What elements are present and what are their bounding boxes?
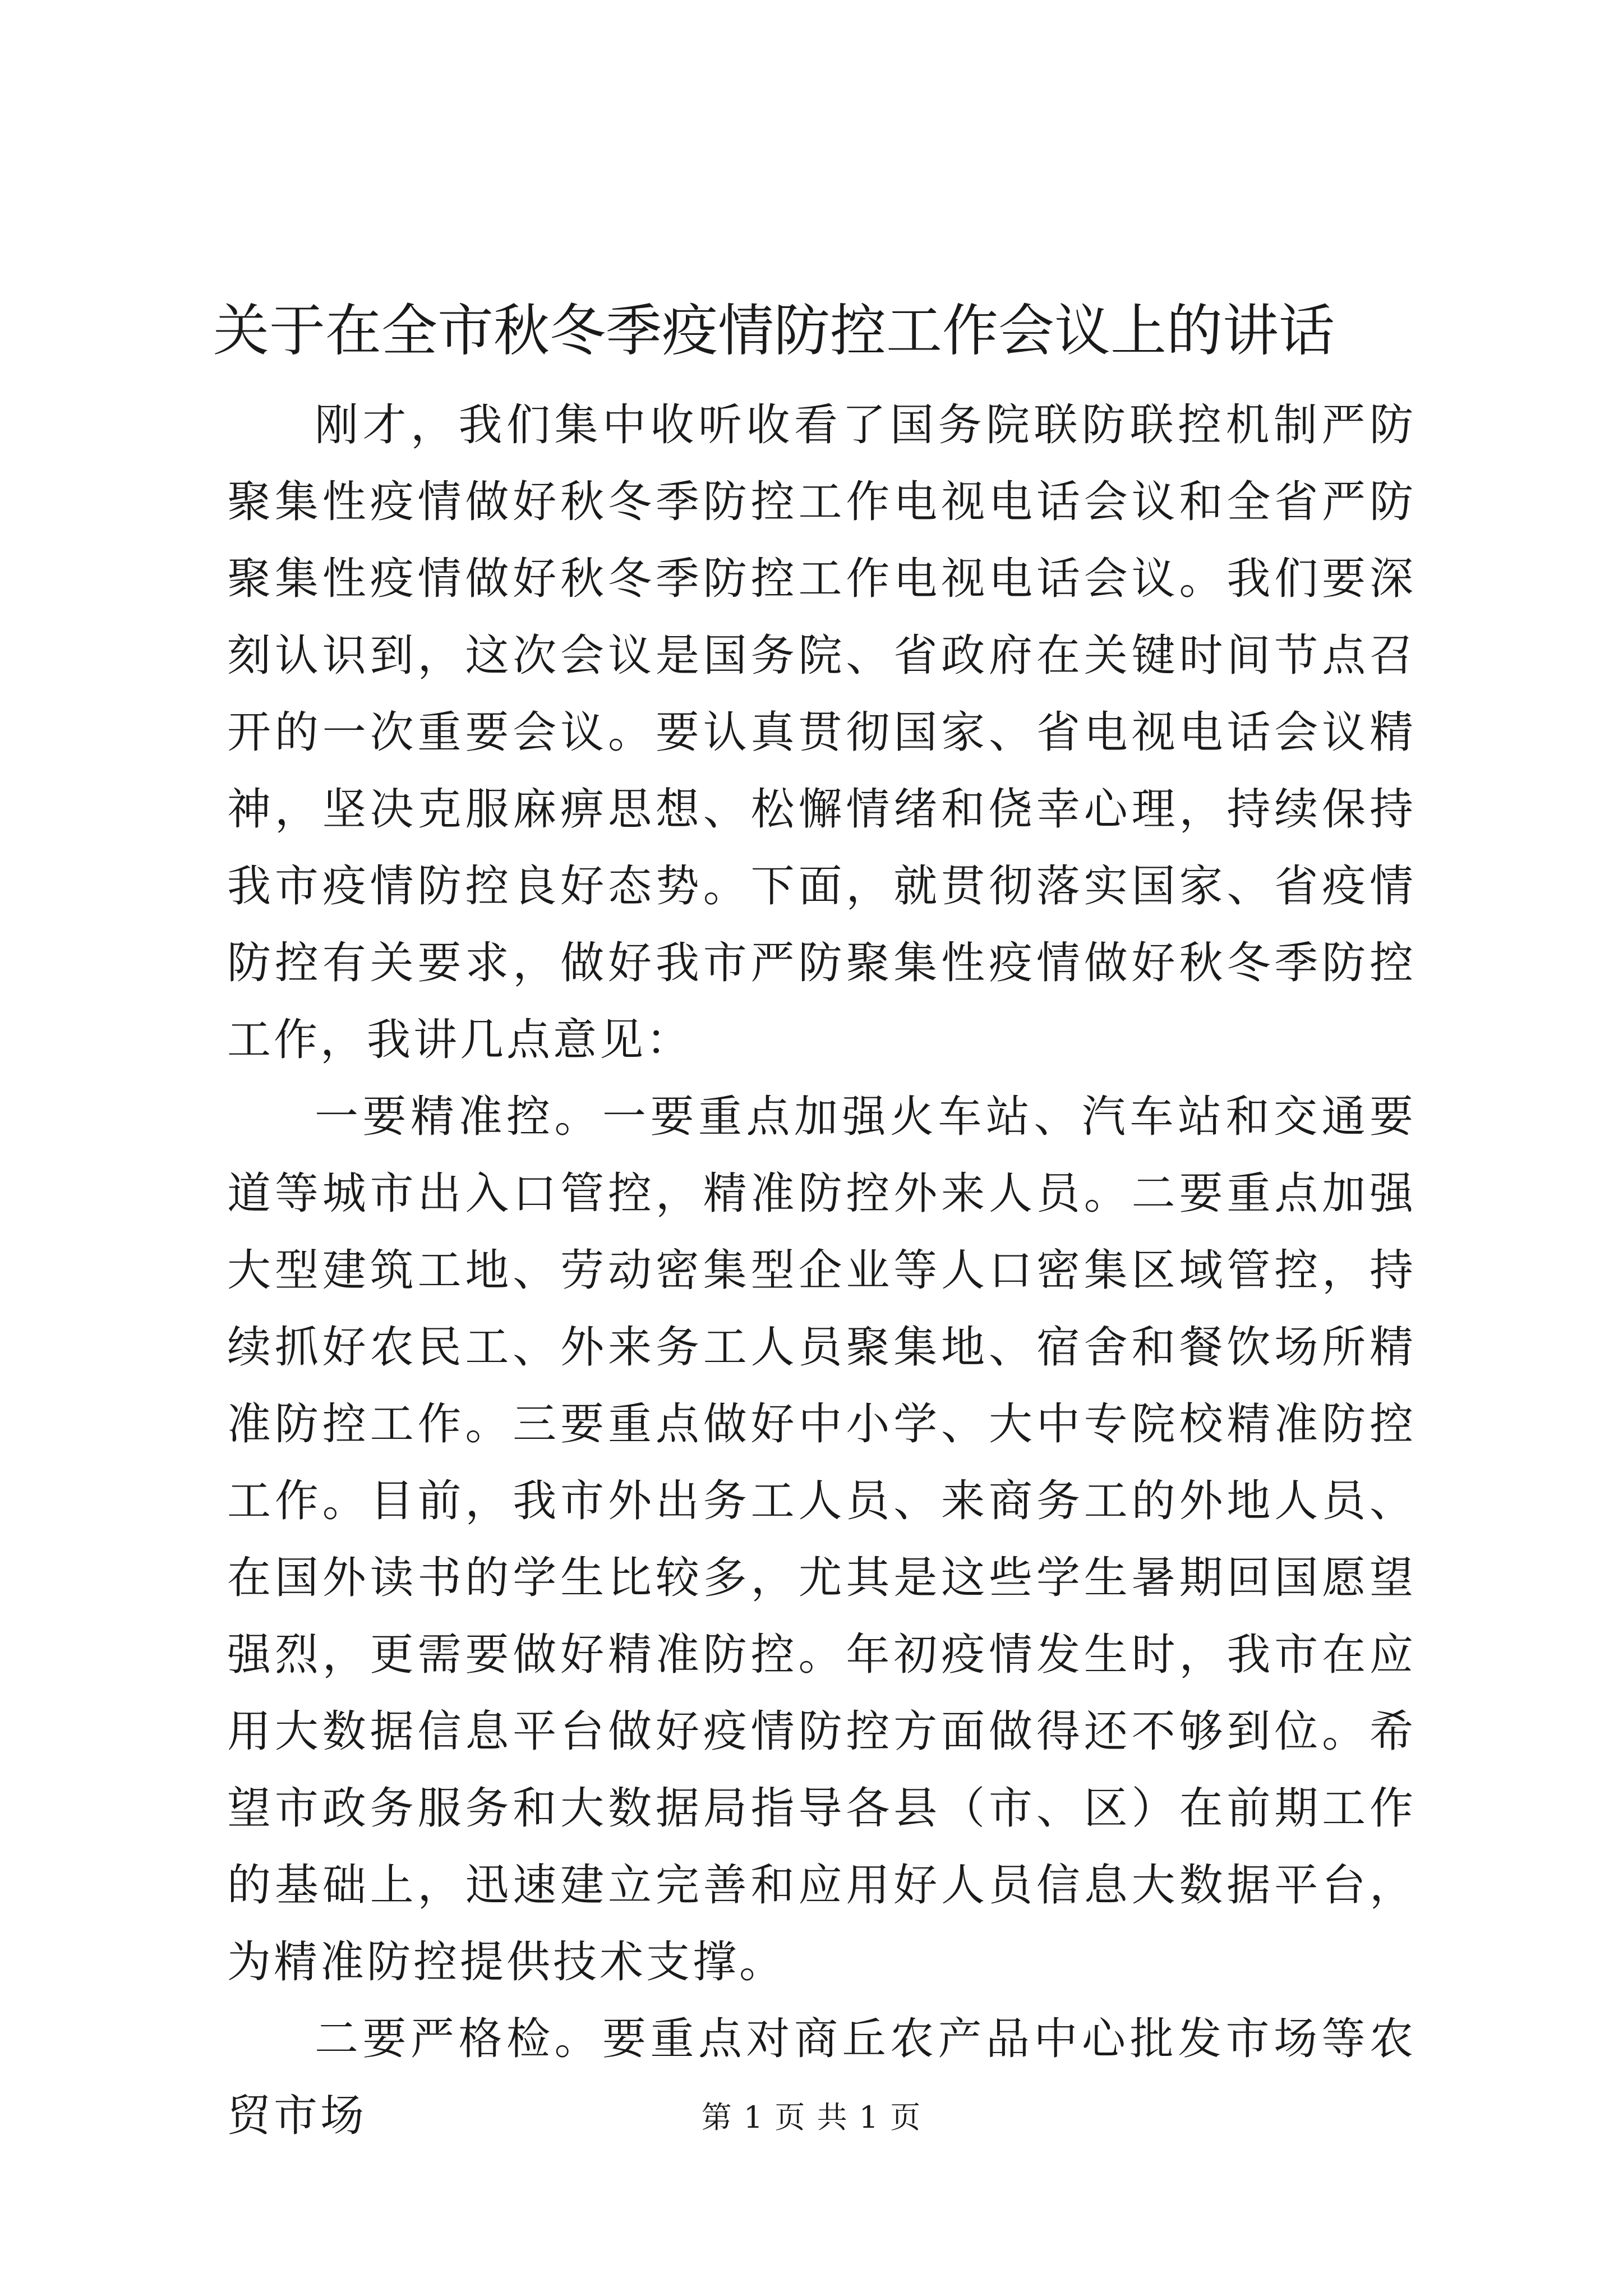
document-body xyxy=(227,387,1416,2155)
paragraph-intro: 刚才，我们集中收听收看了国务院联防联控机制严防聚集性疫情做好秋冬季防控工作电视电话会议和全省严防聚集性疫情做好秋冬季防控工作电视电话会议。我们要深刻认识到，这次会议是国务院、省政府在关键时间节点召开的一次重要会议。要认真贯彻国家、省电视电话会议精神，坚决克服麻痹思想、松懈情绪和侥幸心理，持续保持我市疫情防控良好态势。下面，就贯彻落实国家、省疫情防控有关要求，做好我市严防聚集性疫情做好秋冬季防控工作，我讲几点意见： xyxy=(227,400,1416,1065)
paragraph-strict-inspection: 二要严格检。要重点对商丘农产品中心批发市场等农贸市场 xyxy=(227,2014,1416,2141)
document-title: 关于在全市秋冬季疫情防控工作会议上的讲话 xyxy=(213,298,1335,364)
page-footer: 第 1 页 共 1 页 xyxy=(701,2100,922,2135)
paragraph-precise-control: 一要精准控。一要重点加强火车站、汽车站和交通要道等城市出入口管控，精准防控外来人员。二要重点加强大型建筑工地、劳动密集型企业等人口密集区域管控，持续抓好农民工、外来务工人员聚集地、宿舍和餐饮场所精准防控工作。三要重点做好中小学、大中专院校精准防控工作。目前，我市外出务工人员、来商务工的外地人员、在国外读书的学生比较多，尤其是这些学生暑期回国愿望强烈，更需要做好精准防控。年初疫情发生时，我市在应用大数据信息平台做好疫情防控方面做得还不够到位。希望市政务服务和大数据局指导各县（市、区）在前期工作的基础上，迅速建立完善和应用好人员信息大数据平台，为精准防控提供技术支撑。 xyxy=(227,1092,1416,1987)
